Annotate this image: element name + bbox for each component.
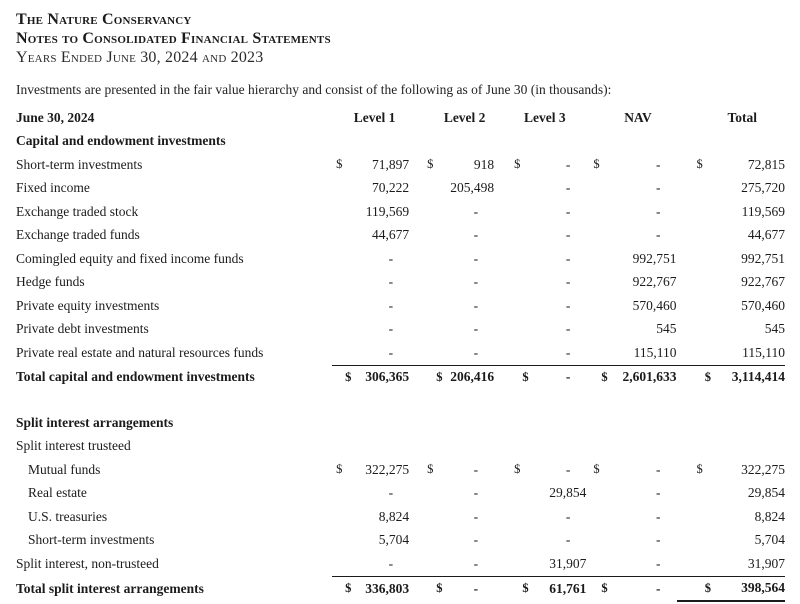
cell-level2: -: [473, 297, 479, 313]
cell-level1: -: [388, 250, 394, 266]
cell-level3: -: [565, 203, 571, 219]
dollar-sign: $: [514, 157, 521, 172]
cell-level2: -: [473, 532, 479, 548]
row-label: Total capital and endowment investments: [16, 369, 255, 384]
cell-nav: 922,767: [632, 274, 677, 290]
dollar-sign: [586, 341, 608, 365]
dollar-sign: [409, 224, 443, 248]
cell-level2: -: [473, 555, 479, 571]
dollar-sign: [586, 552, 608, 576]
cell-total: 275,720: [741, 180, 785, 196]
cell-level1: 5,704: [378, 532, 410, 548]
dollar-sign: [332, 247, 352, 271]
cell-level2: -: [473, 344, 479, 360]
cell-level1: 322,275: [365, 461, 410, 477]
cell-level2: -: [473, 227, 479, 243]
dollar-sign: [586, 505, 608, 529]
dollar-sign: [494, 529, 529, 553]
cell-level3: -: [565, 274, 571, 290]
dollar-sign: [409, 247, 443, 271]
dollar-sign: [494, 505, 529, 529]
dollar-sign: $: [427, 462, 434, 477]
cell-level3: -: [565, 344, 571, 360]
dollar-sign: [409, 341, 443, 365]
row-us-treasuries: [16, 505, 785, 529]
dollar-sign: [494, 224, 529, 248]
dollar-sign: $: [336, 462, 343, 477]
dollar-sign: [494, 482, 529, 506]
dollar-sign: [586, 294, 608, 318]
cell-nav: 545: [656, 321, 677, 337]
cell-level3: 61,761: [530, 576, 587, 601]
document-header: [16, 10, 784, 67]
cell-level3: -: [565, 180, 571, 196]
cell-level3: -: [565, 250, 571, 266]
row-mutual-funds: [16, 458, 785, 482]
dollar-sign: [586, 318, 608, 342]
cell-total: 922,767: [741, 274, 785, 290]
column-header-level2: Level 2: [443, 109, 486, 125]
dollar-sign: [677, 247, 712, 271]
row-real-estate: [16, 482, 785, 506]
dollar-sign: $: [586, 576, 608, 601]
dollar-sign: [332, 529, 352, 553]
row-label: Short-term investments: [16, 156, 143, 172]
dollar-sign: [677, 482, 712, 506]
dollar-sign: [494, 177, 529, 201]
dollar-sign: $: [494, 576, 529, 601]
section-heading-split-interest: [16, 411, 785, 435]
cell-total: 5,704: [754, 532, 785, 548]
column-header-level3: Level 3: [523, 109, 566, 125]
cell-level1: -: [388, 344, 394, 360]
cell-nav: -: [656, 227, 661, 243]
cell-level2: 918: [473, 156, 495, 172]
cell-nav: 992,751: [632, 250, 677, 266]
cell-level2: -: [473, 321, 479, 337]
row-short-term-investments: [16, 153, 785, 177]
row-label: Total split interest arrangements: [16, 580, 204, 596]
dollar-sign: $: [409, 365, 443, 389]
cell-level3: -: [530, 365, 587, 389]
cell-level3: -: [565, 508, 571, 524]
table-date-header: June 30, 2024: [16, 109, 95, 125]
row-label: U.S. treasuries: [28, 508, 108, 524]
row-label: Exchange traded funds: [16, 227, 140, 243]
cell-nav: 570,460: [632, 297, 677, 313]
dollar-sign: $: [696, 157, 703, 172]
dollar-sign: [677, 177, 712, 201]
spacer-cell: [16, 389, 785, 411]
section-heading-label: Capital and endowment investments: [16, 133, 226, 149]
dollar-sign: [332, 200, 352, 224]
cell-total: 322,275: [741, 461, 785, 477]
cell-total: 3,114,414: [712, 365, 785, 389]
cell-level2: -: [473, 250, 479, 266]
cell-level1: -: [388, 297, 394, 313]
cell-level2: 206,416: [444, 365, 495, 389]
row-label: Exchange traded stock: [16, 203, 139, 219]
cell-level2: -: [473, 508, 479, 524]
cell-level1: -: [388, 274, 394, 290]
cell-total: 545: [764, 321, 785, 337]
dollar-sign: $: [593, 462, 600, 477]
cell-level1: 70,222: [371, 180, 410, 196]
dollar-sign: $: [677, 576, 712, 601]
dollar-sign: [494, 318, 529, 342]
column-header-level1: Level 1: [353, 109, 396, 125]
row-label: Real estate: [28, 485, 87, 501]
dollar-sign: $: [696, 462, 703, 477]
row-split-interest-non-trusteed: [16, 552, 785, 576]
dollar-sign: [677, 505, 712, 529]
row-fixed-income: [16, 177, 785, 201]
dollar-sign: [332, 177, 352, 201]
cell-nav: 115,110: [633, 344, 677, 360]
row-label: Mutual funds: [28, 461, 101, 477]
dollar-sign: [586, 482, 608, 506]
cell-level2: 205,498: [450, 180, 495, 196]
row-label: Private equity investments: [16, 297, 160, 313]
dollar-sign: [677, 294, 712, 318]
dollar-sign: [586, 224, 608, 248]
cell-level1: 8,824: [378, 508, 410, 524]
dollar-sign: [677, 552, 712, 576]
row-total-capital-endowment-investments: [16, 365, 785, 389]
cell-nav: -: [656, 180, 661, 196]
cell-total: 31,907: [747, 555, 785, 571]
cell-level3: -: [565, 321, 571, 337]
row-label: Hedge funds: [16, 274, 85, 290]
dollar-sign: [677, 200, 712, 224]
intro-text: Investments are presented in the fair value hierarchy and consist of the following as of June 30 (in thousands):: [16, 82, 612, 97]
dollar-sign: [332, 294, 352, 318]
cell-nav: -: [656, 156, 661, 172]
doc-period: Years Ended June 30, 2024 and 2023: [16, 49, 264, 66]
dollar-sign: [332, 318, 352, 342]
dollar-sign: [409, 200, 443, 224]
doc-subtitle: Notes to Consolidated Financial Statements: [16, 30, 331, 47]
row-label: Short-term investments: [28, 532, 155, 548]
row-hedge-funds: [16, 271, 785, 295]
cell-level3: -: [565, 156, 571, 172]
cell-level2: -: [473, 485, 479, 501]
dollar-sign: [332, 552, 352, 576]
dollar-sign: $: [332, 576, 352, 601]
cell-level1: -: [388, 321, 394, 337]
cell-level1: 71,897: [371, 156, 410, 172]
dollar-sign: [494, 247, 529, 271]
subsection-split-interest-trusteed: [16, 435, 785, 459]
dollar-sign: $: [494, 365, 529, 389]
cell-nav: -: [609, 576, 677, 601]
dollar-sign: $: [427, 157, 434, 172]
cell-total: 992,751: [741, 250, 785, 266]
dollar-sign: [494, 294, 529, 318]
dollar-sign: [494, 552, 529, 576]
section-heading-label: Split interest arrangements: [16, 414, 174, 430]
cell-total: 72,815: [747, 156, 785, 172]
dollar-sign: [586, 200, 608, 224]
investments-table: [16, 106, 785, 602]
dollar-sign: [494, 271, 529, 295]
cell-level3: -: [565, 532, 571, 548]
dollar-sign: [332, 505, 352, 529]
spacer-row: [16, 389, 785, 411]
dollar-sign: $: [332, 365, 352, 389]
dollar-sign: [677, 318, 712, 342]
cell-total: 29,854: [747, 485, 785, 501]
cell-level2: -: [473, 461, 479, 477]
dollar-sign: [409, 529, 443, 553]
dollar-sign: [332, 271, 352, 295]
section-heading-capital-endowment: [16, 130, 785, 154]
dollar-sign: [332, 482, 352, 506]
cell-level1: 306,365: [352, 365, 409, 389]
row-private-real-estate-natural-resources-funds: [16, 341, 785, 365]
dollar-sign: [677, 529, 712, 553]
cell-level1: -: [388, 485, 394, 501]
row-private-equity-investments: [16, 294, 785, 318]
column-header-total: Total: [727, 109, 758, 125]
dollar-sign: [409, 552, 443, 576]
cell-level2: -: [444, 576, 495, 601]
row-exchange-traded-funds: [16, 224, 785, 248]
cell-total: 570,460: [741, 297, 785, 313]
dollar-sign: $: [336, 157, 343, 172]
dollar-sign: [409, 271, 443, 295]
dollar-sign: [409, 505, 443, 529]
cell-total: 119,569: [741, 203, 785, 219]
dollar-sign: [409, 177, 443, 201]
row-label: Comingled equity and fixed income funds: [16, 250, 244, 266]
row-label: Private debt investments: [16, 321, 149, 337]
cell-nav: -: [656, 485, 661, 501]
cell-nav: -: [656, 532, 661, 548]
dollar-sign: [494, 341, 529, 365]
cell-nav: -: [656, 555, 661, 571]
row-exchange-traded-stock: [16, 200, 785, 224]
cell-level1: 119,569: [365, 203, 410, 219]
row-short-term-investments-trusteed: [16, 529, 785, 553]
cell-total: 8,824: [754, 508, 785, 524]
dollar-sign: [677, 341, 712, 365]
cell-nav: 2,601,633: [609, 365, 677, 389]
cell-total: 398,564: [712, 576, 785, 601]
dollar-sign: [586, 247, 608, 271]
dollar-sign: [586, 529, 608, 553]
doc-title: The Nature Conservancy: [16, 11, 192, 28]
dollar-sign: [409, 482, 443, 506]
row-label: Fixed income: [16, 180, 90, 196]
row-label: Split interest, non-trusteed: [16, 556, 159, 571]
cell-level1: -: [388, 555, 394, 571]
cell-level1: 44,677: [371, 227, 410, 243]
cell-level2: -: [473, 203, 479, 219]
dollar-sign: [677, 224, 712, 248]
dollar-sign: $: [409, 576, 443, 601]
dollar-sign: $: [677, 365, 712, 389]
dollar-sign: [409, 318, 443, 342]
dollar-sign: $: [514, 462, 521, 477]
dollar-sign: [494, 200, 529, 224]
row-private-debt-investments: [16, 318, 785, 342]
cell-level2: -: [473, 274, 479, 290]
cell-level3: -: [565, 227, 571, 243]
cell-nav: -: [656, 461, 661, 477]
dollar-sign: [677, 271, 712, 295]
table-header-row: [16, 106, 785, 130]
dollar-sign: [586, 177, 608, 201]
cell-total: 44,677: [747, 227, 785, 243]
dollar-sign: [332, 341, 352, 365]
column-header-nav: NAV: [624, 109, 652, 125]
dollar-sign: [332, 224, 352, 248]
cell-level3: 29,854: [549, 485, 587, 501]
cell-nav: -: [656, 508, 661, 524]
cell-level1: 336,803: [352, 576, 409, 601]
cell-total: 115,110: [742, 344, 785, 360]
cell-level3: 31,907: [549, 555, 587, 571]
row-total-split-interest-arrangements: [16, 576, 785, 601]
dollar-sign: $: [593, 157, 600, 172]
cell-level3: -: [565, 297, 571, 313]
cell-level3: -: [565, 461, 571, 477]
row-comingled-equity-fixed-income-funds: [16, 247, 785, 271]
subsection-label: Split interest trusteed: [16, 438, 131, 454]
cell-nav: -: [656, 203, 661, 219]
dollar-sign: [586, 271, 608, 295]
dollar-sign: [409, 294, 443, 318]
dollar-sign: $: [586, 365, 608, 389]
row-label: Private real estate and natural resources funds: [16, 345, 264, 360]
